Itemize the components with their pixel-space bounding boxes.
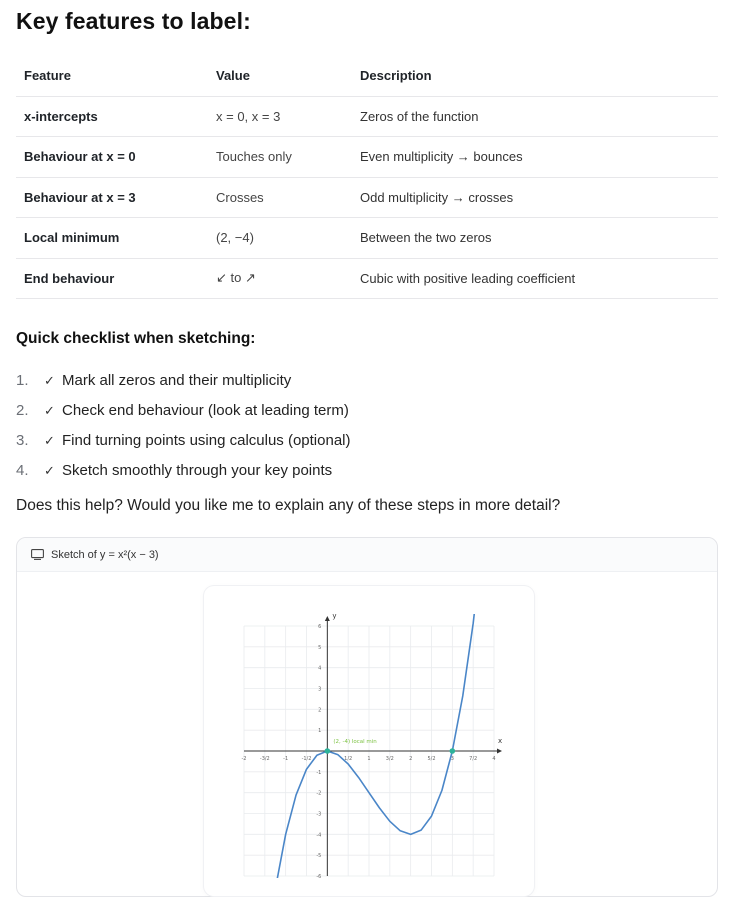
key-point-marker	[450, 748, 456, 754]
list-item-text: Find turning points using calculus (optional)	[62, 432, 351, 449]
value-cell: x = 0, x = 3	[208, 96, 352, 137]
plot-card	[204, 586, 534, 896]
x-tick-label: -2	[241, 756, 247, 762]
checkmark-icon: ✓	[44, 373, 55, 388]
chart-window-icon	[31, 549, 44, 560]
x-tick-label: 1/2	[344, 756, 353, 762]
feature-cell: End behaviour	[16, 258, 208, 299]
list-number: 3.	[16, 432, 29, 449]
y-tick-label: 1	[318, 728, 322, 735]
x-tick-label: -3/2	[259, 756, 270, 762]
table-row	[16, 177, 718, 218]
list-item-text: Mark all zeros and their multiplicity	[62, 372, 292, 389]
list-item-text: Sketch smoothly through your key points	[62, 462, 333, 479]
table-row	[16, 96, 718, 137]
x-tick-label: 5/2	[427, 756, 436, 762]
list-number: 2.	[16, 402, 29, 419]
x-tick-label: 4	[492, 756, 496, 762]
y-tick-label: -3	[316, 811, 322, 818]
value-cell: (2, −4)	[208, 218, 352, 259]
value-cell: Crosses	[208, 177, 352, 218]
column-header-feature: Feature	[16, 56, 208, 96]
y-axis-arrow-icon	[325, 616, 330, 621]
list-item	[16, 366, 351, 396]
checkmark-icon: ✓	[44, 403, 55, 418]
checklist	[16, 366, 351, 486]
x-tick-label: 7/2	[469, 756, 478, 762]
checklist-heading: Quick checklist when sketching:	[16, 330, 256, 347]
artifact-title: Sketch of y = x²(x − 3)	[51, 548, 159, 561]
y-tick-label: 4	[318, 665, 322, 672]
list-item	[16, 396, 351, 426]
table-row	[16, 218, 718, 259]
artifact-header[interactable]	[17, 538, 717, 572]
checkmark-icon: ✓	[44, 463, 55, 478]
table-row	[16, 258, 718, 299]
y-tick-label: -4	[316, 832, 322, 839]
point-annotation: (2, -4) local min	[333, 739, 377, 745]
value-cell: ↙ to ↗	[208, 258, 352, 299]
artifact-panel[interactable]	[16, 537, 718, 897]
y-tick-label: -6	[316, 874, 322, 880]
features-table	[16, 56, 718, 299]
y-tick-label: 5	[318, 644, 322, 651]
y-tick-label: 6	[318, 624, 322, 630]
follow-up-question: Does this help? Would you like me to explain any of these steps in more detail?	[16, 497, 561, 514]
feature-cell: Behaviour at x = 3	[16, 177, 208, 218]
x-tick-label: 2	[409, 756, 413, 762]
key-point-marker	[325, 748, 331, 754]
list-number: 4.	[16, 462, 29, 479]
x-tick-label: -1/2	[301, 756, 312, 762]
x-tick-label: -1	[283, 756, 289, 762]
y-tick-label: -5	[316, 853, 322, 860]
list-item-text: Check end behaviour (look at leading term)	[62, 402, 349, 419]
x-tick-label: 1	[367, 756, 371, 762]
x-axis-arrow-icon	[497, 749, 502, 754]
x-tick-label: 3	[450, 756, 454, 762]
table-row	[16, 137, 718, 178]
description-cell: Cubic with positive leading coefficient	[352, 258, 718, 299]
column-header-value: Value	[208, 56, 352, 96]
feature-cell: Behaviour at x = 0	[16, 137, 208, 178]
description-cell: Zeros of the function	[352, 96, 718, 137]
list-number: 1.	[16, 372, 29, 389]
y-axis-label: y	[332, 612, 337, 620]
table-header-row	[16, 56, 718, 96]
description-cell: Even multiplicity → bounces	[352, 137, 718, 178]
feature-cell: Local minimum	[16, 218, 208, 259]
value-cell: Touches only	[208, 137, 352, 178]
section-heading: Key features to label:	[16, 8, 251, 34]
checkmark-icon: ✓	[44, 433, 55, 448]
description-cell: Odd multiplicity → crosses	[352, 177, 718, 218]
list-item	[16, 426, 351, 456]
y-tick-label: 2	[318, 707, 322, 714]
y-tick-label: 3	[318, 686, 322, 693]
list-item	[16, 456, 351, 486]
feature-cell: x-intercepts	[16, 96, 208, 137]
x-axis-label: x	[498, 737, 503, 745]
column-header-description: Description	[352, 56, 718, 96]
x-tick-label: 3/2	[385, 756, 394, 762]
description-cell: Between the two zeros	[352, 218, 718, 259]
y-tick-label: -2	[316, 790, 322, 797]
y-tick-label: -1	[316, 769, 322, 776]
function-plot	[204, 586, 534, 896]
